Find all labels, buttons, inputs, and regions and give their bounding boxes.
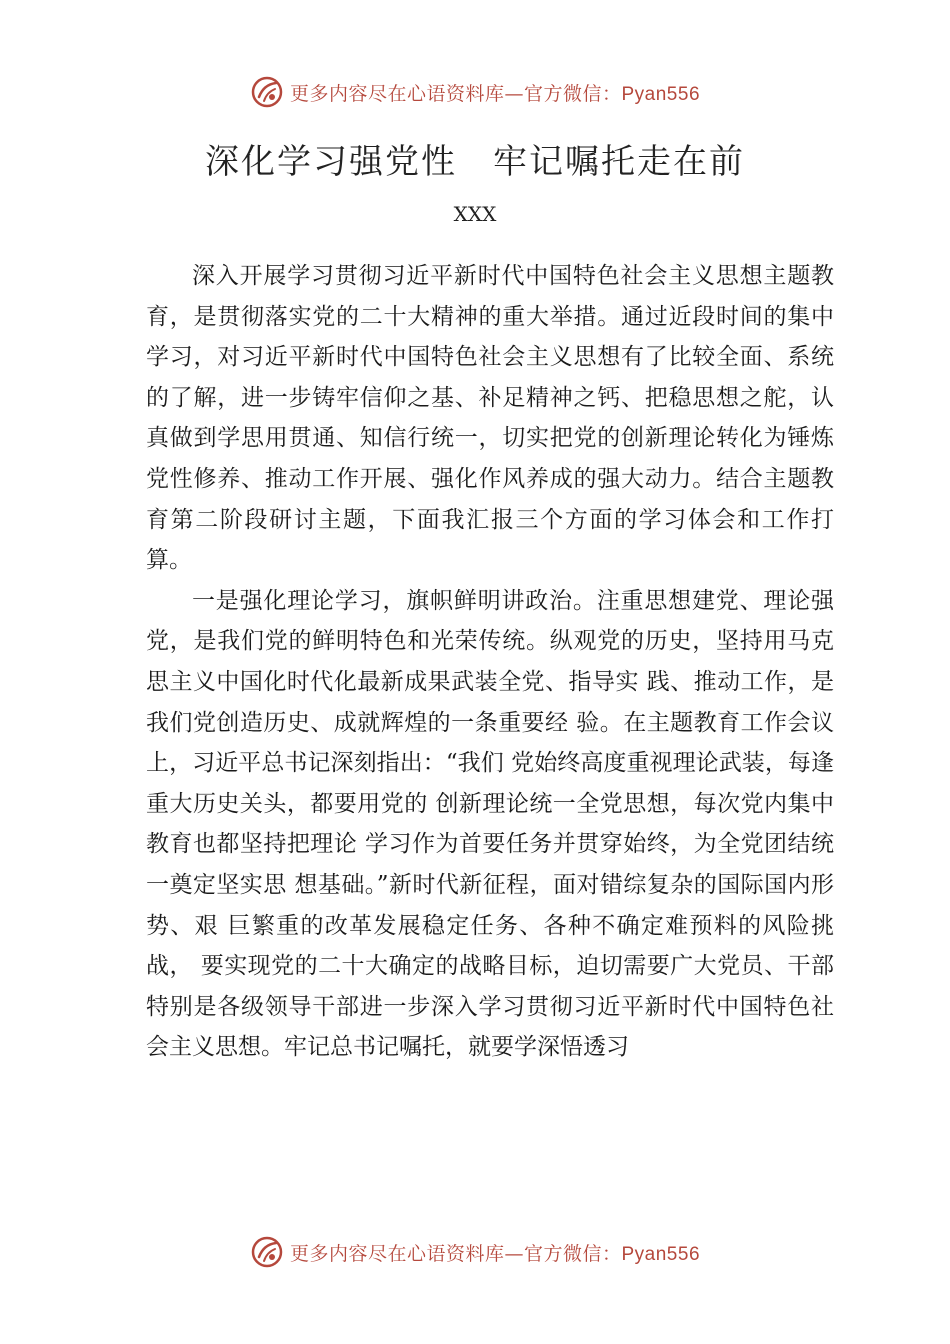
- footer-banner: [0, 1232, 950, 1272]
- document-body: [146, 256, 834, 1068]
- document-title: 深化学习强党性 牢记嘱托走在前: [205, 142, 745, 182]
- red-seal-logo-icon: [250, 75, 284, 109]
- header-banner: [0, 72, 950, 112]
- paragraph: 一是强化理论学习，旗帜鲜明讲政治。注重思想建党、理论强党，是我们党的鲜明特色和光荣传统。纵观党的历史，坚持用马克思主义中国化时代化最新成果武装全党、指导实 践、推动工作，是我们党创造历史、成就辉煌的一条重要经 验。在主题教育工作会议上，习近平总书记深刻指出：“我们 党始终高度重视理论武装，每逢重大历史关头，都要用党的 创新理论统一全党思想，每次党内集中教育也都坚持把理论 学习作为首要任务并贯穿始终，为全党团结统一奠定坚实思 想基础。”新时代新征程，面对错综复杂的国际国内形势、艰 巨繁重的改革发展稳定任务、各种不确定难预料的风险挑战， 要实现党的二十大确定的战略目标，迫切需要广大党员、干部特别是各级领导干部进一步深入学习贯彻习近平新时代中国特色社会主义思想。牢记总书记嘱托，就要学深悟透习: [146, 587, 834, 1061]
- document-author: XXX: [453, 202, 497, 226]
- red-seal-logo-icon: [250, 1235, 284, 1269]
- paragraph: 深入开展学习贯彻习近平新时代中国特色社会主义思想主题教育，是贯彻落实党的二十大精神的重大举措。通过近段时间的集中学习，对习近平新时代中国特色社会主义思想有了比较全面、系统的了解，进一步铸牢信仰之基、补足精神之钙、把稳思想之舵，认真做到学思用贯通、知信行统一，切实把党的创新理论转化为锤炼党性修养、推动工作开展、强化作风养成的强大动力。结合主题教育第二阶段研讨主题，下面我汇报三个方面的学习体会和工作打算。: [146, 263, 834, 574]
- banner-text: 更多内容尽在心语资料库—官方微信：Pyan556: [289, 1242, 701, 1265]
- banner-text: 更多内容尽在心语资料库—官方微信：Pyan556: [289, 82, 701, 105]
